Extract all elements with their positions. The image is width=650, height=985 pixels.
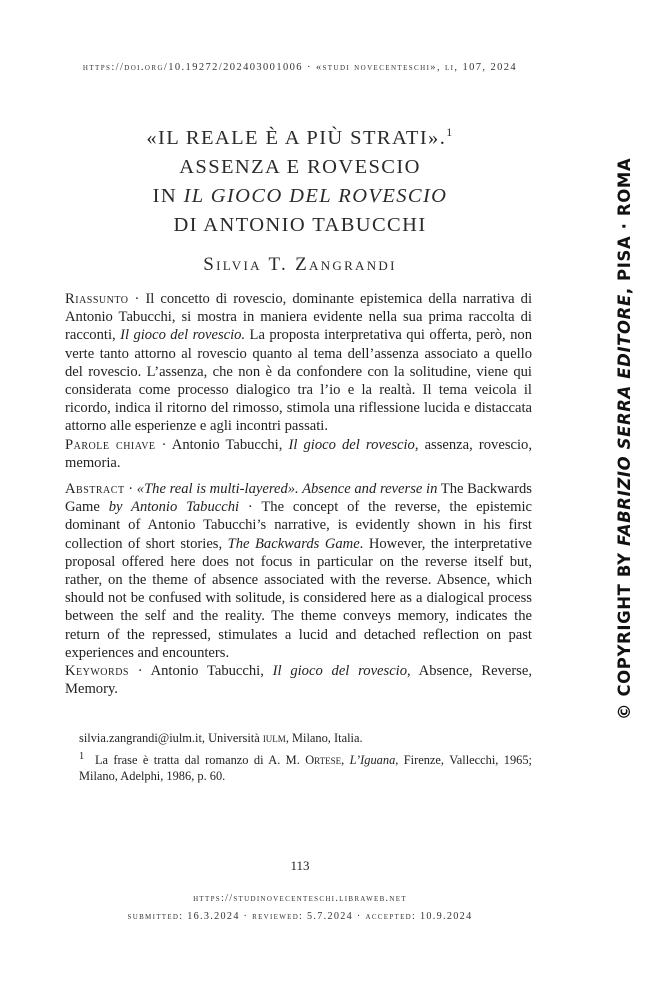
title-line-4: DI ANTONIO TABUCCHI [173,213,427,236]
page-number: 113 [290,858,310,873]
author-email[interactable]: silvia.zangrandi@iulm.it, Università [79,731,263,745]
title-line-2: ASSENZA E ROVESCIO [179,155,421,178]
abstracts-section [65,290,532,698]
parole-chiave-paragraph: Parole chiave · Antonio Tabucchi, Il gioco del rovescio, assenza, rovescio, memoria. [65,436,532,471]
parole-chiave-label: Parole chiave [65,436,156,453]
author-affiliation: silvia.zangrandi@iulm.it, Università iulm, Milano, Italia. [79,731,363,745]
keywords-label: Keywords [65,663,129,680]
keywords-paragraph: Keywords · Antonio Tabucchi, Il gioco del rovescio, Absence, Reverse, Memory. [65,663,532,698]
running-header: https://doi.org/10.19272/202403001006 · «studi novecenteschi», li, 107, 2024 [82,62,518,73]
riassunto-label: Riassunto [65,291,129,307]
title-book-name: IL GIOCO DEL ROVESCIO [183,184,448,207]
title-line-1: «IL REALE È A PIÙ STRATI».$^1$ [146,125,454,149]
article-title [60,118,540,276]
footer-review-dates: submitted: 16.3.2024 · reviewed: 5.7.2024 · accepted: 10.9.2024 [127,911,473,922]
footnote-1: $^1$ La frase è tratta dal romanzo di A. M. Ortese, L’Iguana, Firenze, Vallecchi, 1965; Milano, Adelphi, 1986, p. 60. [79,750,532,784]
title-footnote-marker[interactable]: 1 [446,125,454,139]
footer-url-link[interactable]: https://studinovecenteschi.libraweb.net [193,893,407,904]
riassunto-paragraph: Riassunto · Il concetto di rovescio, dominante epistemica della narrativa di Antonio Tabucchi, si mostra in maniera evidente nella sua prima raccolta di racconti, Il gioco del rovescio. La proposta interpretativa qui offerta, però, non verte tanto attorno al rovescio quanto al tema dell’assenza associato a quello del rovescio. L’assenza, che non è da confondere con la solitudine, viene qui considerata come processo dialogico tra l’io e la realtà. Il tema veicola il ricordo, indica il ritorno del rimosso, stimola una riflessione lucida e distaccata attorno alle esperienze e agli incontri passati. [65,291,533,435]
footnotes [65,730,532,787]
abstract-label: Abstract [65,481,125,498]
abstract-paragraph: Abstract · «The real is multi-layered». Absence and reverse in The Backwards Game by Antonio Tabucchi · The concept of the reverse, the epistemic dominant of Antonio Tabucchi’s narrative, is evidently shown in his first collection of short stories, The Backwards Game. However, the interpretative proposal offered here does not focus in particular on the reverse itself but, rather, on the theme of absence associated with the reverse. Absence, which should not be confused with solitude, is considered here as a dialogical process between the self and the reality. The theme conveys memory, indicates the return of the repressed, stimulates a lucid and detached reflection on past experiences and encounters. [65,481,532,661]
footnote-1-marker: 1 [79,750,85,762]
title-line-3: IN IL GIOCO DEL ROVESCIO [152,184,448,207]
author-name: Silvia T. Zangrandi [203,253,397,275]
